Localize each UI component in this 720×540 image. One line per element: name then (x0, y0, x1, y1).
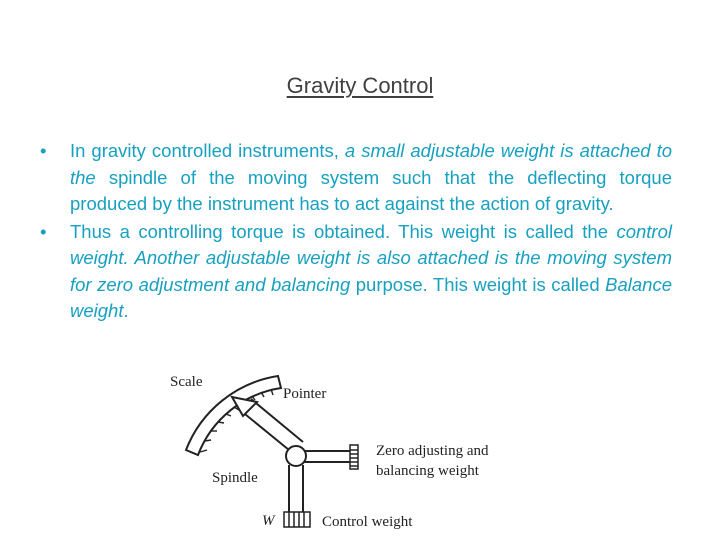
bullet-item (40, 138, 672, 218)
label-zero-adjust-1: Zero adjusting and (376, 443, 489, 459)
bullet-1-part-1: In gravity controlled instruments, (70, 140, 345, 161)
bullet-2-part-2: control weight. Another adjustable weight is also attached is the moving system for zero adjustment and balancing (70, 220, 672, 295)
bullet-2-part-1: Thus a controlling torque is obtained. This weight is called the (70, 220, 617, 242)
bullet-dot-icon: • (40, 140, 47, 161)
bullet-2-part-4: Balance weight (70, 273, 673, 321)
label-control-weight: Control weight (322, 514, 413, 530)
slide-title (0, 73, 720, 99)
balance-arm (304, 451, 350, 462)
label-scale: Scale (170, 374, 203, 390)
gravity-control-diagram (160, 362, 520, 540)
control-weight (284, 512, 310, 527)
bullet-dot-icon: • (40, 220, 47, 242)
diagram-svg (160, 362, 520, 540)
spindle-pivot (286, 446, 306, 466)
bullet-1-part-3: spindle of the moving system such that the deflecting torque produced by the instrument has to act against the action of gravity. (70, 166, 672, 214)
pointer (232, 397, 303, 450)
bullet-2-part-3: purpose. This weight is called (350, 273, 606, 295)
label-zero-adjust-2: balancing weight (376, 463, 479, 479)
label-w: W (262, 513, 275, 529)
bullet-2-part-5: . (123, 300, 129, 321)
bullet-2-text (70, 221, 672, 322)
label-pointer: Pointer (283, 386, 327, 402)
slide-title-text: Gravity Control (286, 73, 434, 98)
bullet-list (40, 138, 672, 326)
control-arm (289, 465, 303, 512)
bullet-1-text (70, 140, 672, 214)
balancing-weight (350, 445, 358, 469)
bullet-1-part-2: a small adjustable weight is attached to the (70, 140, 672, 188)
bullet-item (40, 219, 672, 325)
label-spindle: Spindle (212, 470, 258, 486)
